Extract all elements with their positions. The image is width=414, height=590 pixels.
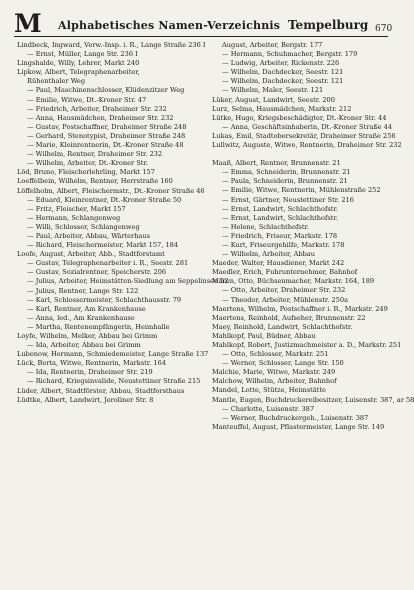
directory-entry: — Martha, Rentenempfängerin, Heimhalle <box>27 322 170 331</box>
directory-entry: — Anna, Geschäftsinhaberin, Dt.-Kroner Straße 44 <box>222 122 393 131</box>
directory-entry: — Kurt, Friseurgehilfe, Markstr. 178 <box>222 240 345 249</box>
page-header <box>0 0 400 36</box>
directory-entry: Löffelholm, Albert, Fleischermstr., Dt.-Kroner Straße 46 <box>17 186 205 195</box>
directory-entry: Lullwitz, Auguste, Witwe, Rentnerin, Draheimer Str. 232 <box>212 141 402 150</box>
directory-entry: — Gustav, Postschaffner, Draheimer Straße 248 <box>27 122 187 131</box>
directory-entry: — Werner, Buchdruckergeh., Luisenstr. 387 <box>222 413 369 422</box>
directory-entry: Löd, Bruno, Fleischerlehrling, Markt 157 <box>17 168 155 177</box>
directory-entry: — Ida, Rentnerin, Draheimer Str. 219 <box>27 368 153 377</box>
directory-entry: Mantle, Eugen, Buchdruckereibesitzer, Luisenstr. 387, ar 58 <box>212 395 414 404</box>
directory-entry: — Marie, Kleinrentnerin, Dt.-Kroner Straße 48 <box>27 141 184 150</box>
directory-entry: Maeder, Walter, Hausdiener, Markt 242 <box>212 259 345 268</box>
directory-entry: Mahlkopf, Paul, Büdner, Abbau <box>212 331 316 340</box>
directory-entry: Lütke, Hugo, Kriegsbeschädigter, Dt.-Kroner Str. 44 <box>212 113 387 122</box>
directory-entry: Lindbeck, Ingward, Verw.-Insp. i. R., Lange Straße 236 I <box>17 41 206 49</box>
right-column <box>212 41 414 432</box>
header-rule <box>14 36 388 37</box>
directory-entry: Loeffelbein, Wilhelm, Rentner, Herrstraße 160 <box>17 177 173 186</box>
directory-entry: — Werner, Schlosser, Lange Str. 150 <box>222 359 344 368</box>
directory-entry: — Richard, Kriegsinvalide, Neustettiner Straße 215 <box>27 377 201 386</box>
directory-entry: Lubenow, Hermann, Schmiedemeister, Lange Straße 137 <box>17 350 209 359</box>
directory-entry: — Gustav, Telegraphenarbeiter i. R., Seestr. 281 <box>27 259 189 268</box>
directory-entry: — Hermann, Schlangenweg <box>27 213 121 222</box>
directory-entry: Lüker, August, Landwirt, Seestr. 200 <box>212 95 335 104</box>
directory-entry: — Emilie, Witwe, Rentnerin, Mühlenstraße 252 <box>222 186 381 195</box>
directory-entry: — Wilhelm, Arbeiter, Abbau <box>222 250 315 259</box>
directory-entry: — Gerhard, Stenotypist, Draheimer Straße 248 <box>27 131 186 140</box>
directory-entry: — Paula, Schneiderin, Brunnenstr. 21 <box>222 177 348 186</box>
directory-entry: August, Arbeiter, Bergstr. 177 <box>222 41 323 49</box>
directory-entry: — Charlotte, Luisenstr. 387 <box>222 404 315 413</box>
directory-title: Alphabetisches Namen-Verzeichnis <box>58 19 281 32</box>
directory-entry: Maaß, Albert, Rentner, Brunnenstr. 21 <box>212 159 341 168</box>
directory-entry: Rühenthaler Weg <box>27 77 86 86</box>
directory-entry: Lüdtke, Albert, Landwirt, Jeroliner Str. 8 <box>17 395 154 404</box>
directory-entry: — Richard, Fleischermeister, Markt 157, 184 <box>27 241 179 250</box>
directory-entry: Lukas, Emil, Stadtobersekretär, Draheimer Straße 256 <box>212 131 396 140</box>
directory-entry: — Friedrich, Friseur, Markstr. 178 <box>222 231 338 240</box>
directory-entry: — Friedrich, Arbeiter, Draheimer Str. 232 <box>27 104 167 113</box>
directory-entry: — Ernst, Landwirt, Schlachthofstr. <box>222 204 338 213</box>
directory-entry: — Theodor, Arbeiter, Mühlenstr. 250a <box>222 295 349 304</box>
section-letter: M <box>14 9 42 38</box>
directory-entry: — Wilhelm, Dachdecker, Seestr. 121 <box>222 77 344 86</box>
directory-entry: Lingshalde, Willy, Lehrer, Markt 240 <box>17 59 140 68</box>
directory-entry: Maey, Reinhold, Landwirt, Schlachthofstr. <box>212 322 353 331</box>
directory-entry: Mahlkopf, Robert, Justizmachmeister a. D., Markstr. 251 <box>212 341 402 349</box>
directory-entry: Lüder, Albert, Stadtförster, Abbau, Stadtforsthaus <box>17 386 185 395</box>
directory-entry: — Julius, Rentner, Lange Str. 122 <box>27 286 139 295</box>
letter-gap <box>212 150 388 159</box>
directory-entry: Lück, Berta, Witwe, Rentnerin, Markstr. 164 <box>17 359 167 368</box>
directory-entry: Loyfe, Wilhelm, Melker, Abbau bei Grimm <box>17 332 158 340</box>
directory-entry: Mären, Otto, Büchsenmacher, Markstr. 164, 189 <box>212 277 375 286</box>
directory-entry: — Paul, Maschinenschlosser, Klüdenzitzer Weg <box>27 86 185 95</box>
directory-entry: — Julius, Arbeiter, Heimstätten-Siedlung am Seppelinsee 52 <box>27 277 229 286</box>
directory-entry: — Anna, led., Am Krankenhause <box>27 313 135 322</box>
directory-entry: Mandel, Lotte, Stütze, Heimstätte <box>212 386 326 395</box>
directory-entry: — Anna, Hausmädchen, Draheimer Str. 232 <box>27 113 174 122</box>
directory-entry: Maertens, Reinhold, Aufseher, Brunnenstr. 22 <box>212 313 366 322</box>
directory-entry: Malchow, Wilhelm, Arbeiter, Bahnhof <box>212 377 337 386</box>
directory-entry: — Wilhelm, Dachdecker, Seestr. 121 <box>222 68 344 77</box>
directory-entry: — Ernst, Müller, Lange Str. 236 I <box>27 50 138 59</box>
directory-entry: Malchie, Marie, Witwe, Markstr. 249 <box>212 368 336 377</box>
directory-entry: — Karl, Schlossermeister, Schlachthausstr. 79 <box>27 295 182 304</box>
directory-entry: — Gustav, Sozialrentner, Speicherstr. 206 <box>27 268 167 277</box>
directory-entry: — Otto, Arbeiter, Draheimer Str. 232 <box>222 286 346 295</box>
directory-entry: Lipkow, Albert, Telegraphenarbeiter, <box>17 68 140 77</box>
directory-entry: — Ludwig, Arbeiter, Rickenstr. 226 <box>222 59 340 68</box>
directory-entry: — Wilhelm, Arbeiter, Dt.-Kroner Str. <box>27 159 148 168</box>
directory-entry: — Wilhelm, Maler, Seestr. 121 <box>222 86 324 95</box>
directory-entry: — Hermann, Schuhmacher, Bergstr. 179 <box>222 50 358 59</box>
directory-entry: — Ernst, Landwirt, Schlachthofstr. <box>222 213 338 222</box>
directory-entry: — Otto, Schlosser, Markstr. 251 <box>222 350 329 359</box>
directory-entry: Manteuffel, August, Pflastermeister, Lange Str. 149 <box>212 422 385 431</box>
town-name: Tempelburg <box>288 18 369 32</box>
directory-entry: — Wilhelm, Rentner, Draheimer Str. 232 <box>27 150 163 159</box>
directory-entry: Maedler, Erich, Fuhrunternehmer, Bahnhof <box>212 268 358 277</box>
directory-entry: — Ernst, Gärtner, Neustettiner Str. 216 <box>222 195 354 204</box>
directory-entry: — Emma, Schneiderin, Brunnenstr. 21 <box>222 168 351 177</box>
page-number: 670 <box>375 24 393 34</box>
directory-entry: Loofe, August, Arbeiter, Abb., Stadtforstamt <box>17 250 165 259</box>
directory-entry: — Karl, Rentner, Am Krankenhause <box>27 304 146 313</box>
directory-entry: — Paul, Arbeiter, Abbau, Wärterhaus <box>27 231 150 240</box>
directory-entry: Maertens, Wilhelm, Postschaffner i. R., Markstr. 249 <box>212 304 388 313</box>
directory-entry: Lurz, Selma, Hausmädchen, Markstr. 212 <box>212 104 352 113</box>
directory-entry: — Willi, Schlosser, Schlangenweg <box>27 222 140 231</box>
directory-entry: — Helene, Schlachthofstr. <box>222 222 309 231</box>
left-column <box>17 41 229 405</box>
directory-entry: — Eduard, Kleinrentner, Dt.-Kroner Straße 50 <box>27 195 182 204</box>
directory-entry: — Fritz, Fleischer, Markt 157 <box>27 204 126 213</box>
directory-entry: — Emilie, Witwe, Dt.-Kroner Str. 47 <box>27 95 147 104</box>
directory-entry: — Ida, Arbeiter, Abbau bei Grimm <box>27 341 141 350</box>
